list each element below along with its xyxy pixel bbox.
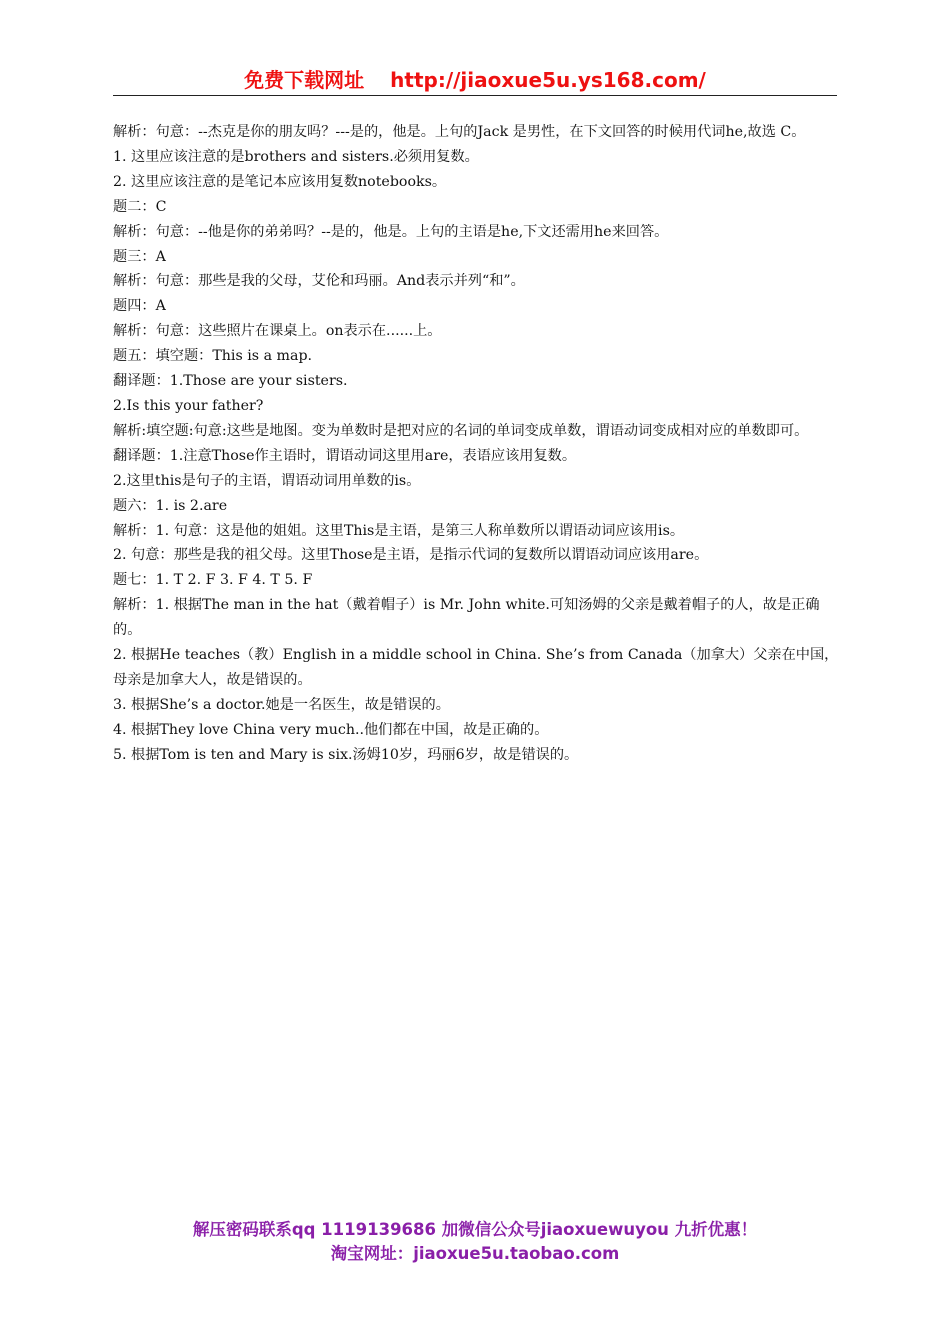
text-line: 题五：填空题：This is a map. (113, 348, 313, 365)
footer-contact: 解压密码联系qq 1119139686 加微信公众号jiaoxuewuyou 九折优惠！ (192, 1220, 758, 1239)
text-line: 5. 根据Tom is ten and Mary is six.汤姆10岁，玛丽6岁，故是错误的。 (113, 746, 579, 763)
text-line: 2. 句意：那些是我的祖父母。这里Those是主语，是指示代词的复数所以谓语动词应该用are。 (113, 547, 709, 564)
text-line: 2. 这里应该注意的是笔记本应该用复数notebooks。 (113, 173, 447, 190)
text-line: 2.Is this your father? (113, 397, 264, 414)
header-title: 免费下载网址 (244, 68, 365, 92)
text-line: 翻译题：1.Those are your sisters. (113, 373, 348, 390)
text-line: 3. 根据She’s a doctor.她是一名医生，故是错误的。 (113, 696, 450, 713)
page-footer (0, 1218, 950, 1266)
text-line: 1. 这里应该注意的是brothers and sisters.必须用复数。 (113, 148, 479, 165)
text-line: 解析：句意：那些是我的父母，艾伦和玛丽。And表示并列“和”。 (113, 273, 525, 290)
text-line: 解析:填空题:句意:这些是地图。变为单数时是把对应的名词的单词变成单数，谓语动词变成相对应的单数即可。 (113, 422, 809, 439)
footer-shop-link[interactable]: 淘宝网址：jiaoxue5u.taobao.com (330, 1244, 620, 1263)
page-header (113, 66, 837, 94)
text-line: 题三：A (113, 248, 166, 265)
text-line: 2.这里this是句子的主语，谓语动词用单数的is。 (113, 472, 421, 489)
text-line: 题六：1. is 2.are (113, 497, 228, 514)
header-divider (113, 95, 837, 96)
text-line: 题四：A (113, 298, 166, 315)
text-line: 解析：句意：--他是你的弟弟吗？--是的，他是。上句的主语是he,下文还需用he来回答。 (113, 223, 669, 240)
document-body (113, 120, 839, 768)
text-line: 2. 根据He teaches（教）English in a middle school in China. She’s from Canada（加拿大）父亲在中国，母亲是加拿大人，故是错误的。 (113, 647, 839, 688)
text-line: 题七：1. T 2. F 3. F 4. T 5. F (113, 572, 313, 589)
text-line: 4. 根据They love China very much..他们都在中国，故是正确的。 (113, 721, 549, 738)
text-line: 翻译题：1.注意Those作主语时，谓语动词这里用are，表语应该用复数。 (113, 447, 577, 464)
text-line: 解析：句意：--杰克是你的朋友吗？---是的，他是。上句的Jack 是男性，在下文回答的时候用代词he,故选 C。 (113, 124, 806, 140)
text-line: 解析：句意：这些照片在课桌上。on表示在......上。 (113, 323, 442, 340)
header-url-link[interactable]: http://jiaoxue5u.ys168.com/ (390, 68, 706, 92)
text-line: 解析：1. 句意：这是他的姐姐。这里This是主语，是第三人称单数所以谓语动词应该用is。 (113, 522, 685, 539)
text-line: 解析：1. 根据The man in the hat（戴着帽子）is Mr. John white.可知汤姆的父亲是戴着帽子的人，故是正确的。 (113, 597, 820, 639)
text-line: 题二：C (113, 198, 167, 215)
